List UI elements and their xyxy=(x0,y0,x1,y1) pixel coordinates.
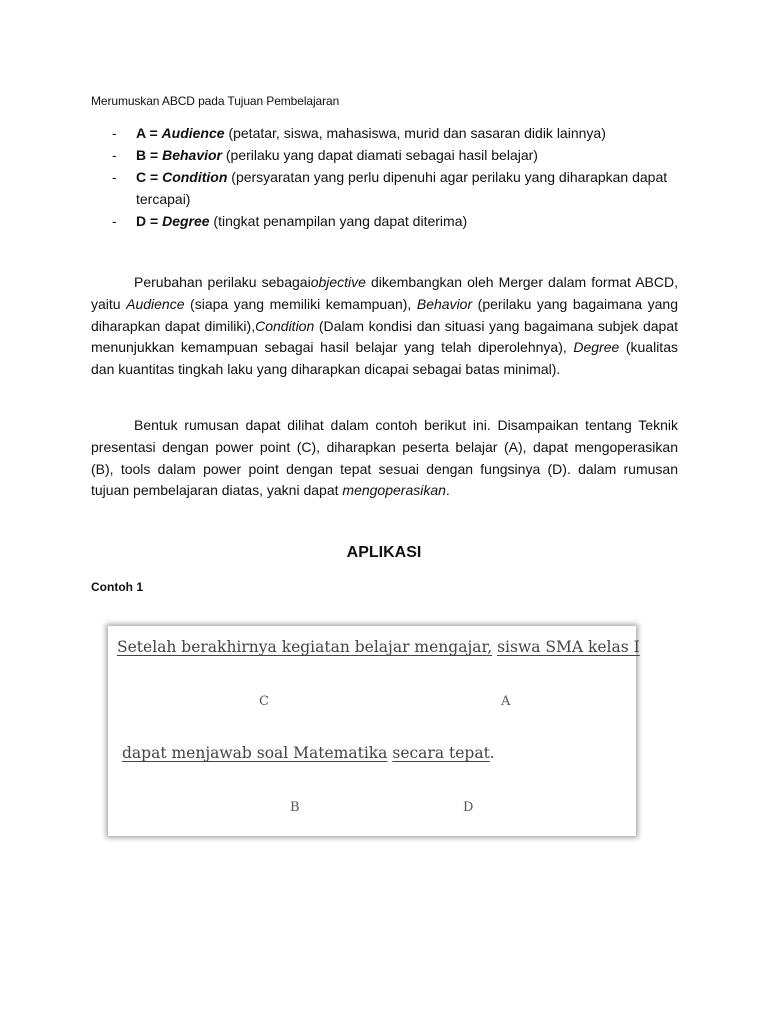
abcd-list xyxy=(112,122,672,232)
text-run: (kualitas dan kuantitas tingkah laku yang diharapkan dicapai sebagai batas minimal). xyxy=(91,339,678,378)
text-run: (perilaku yang bagaimana yang diharapkan dapat dimiliki), xyxy=(91,295,678,334)
italic-run: Degree xyxy=(573,339,620,356)
behavior-phrase: dapat menjawab soal Matematika xyxy=(122,744,388,762)
text-run: Perubahan perilaku sebagai xyxy=(134,274,311,290)
list-item xyxy=(112,122,672,144)
item-key: D = xyxy=(136,213,163,229)
item-desc: (perilaku yang dapat diamati sebagai hasil belajar) xyxy=(222,147,538,163)
page-heading: Merumuskan ABCD pada Tujuan Pembelajaran xyxy=(91,94,340,108)
item-term: Behavior xyxy=(162,147,222,163)
item-term: Audience xyxy=(161,125,225,141)
item-key: B = xyxy=(136,147,163,163)
item-term: Condition xyxy=(162,169,228,185)
paragraph-example-explanation xyxy=(91,415,678,502)
example-line-1 xyxy=(117,638,640,656)
italic-run: Condition xyxy=(255,317,315,334)
section-title: APLIKASI xyxy=(346,544,422,561)
example-line-2 xyxy=(122,744,495,762)
text-run: (siapa yang memiliki kemampuan), xyxy=(184,295,417,312)
example-label: Contoh 1 xyxy=(91,580,143,594)
list-item xyxy=(112,210,672,232)
tag-behavior: B xyxy=(290,800,300,815)
text-run: (Dalam kondisi dan situasi yang bagaimana subjek dapat menunjukkan kemampuan sebagai hasil belajar yang telah diperolehnya), xyxy=(91,317,679,356)
item-desc: (tingkat penampilan yang dapat diterima) xyxy=(209,213,468,229)
degree-phrase: secara tepat xyxy=(392,744,490,762)
tag-audience: A xyxy=(501,694,511,709)
bullet-dash: - xyxy=(112,213,117,229)
item-desc: (petatar, siswa, mahasiswa, murid dan sasaran didik lainnya) xyxy=(224,125,606,141)
condition-phrase: Setelah berakhirnya kegiatan belajar mengajar, xyxy=(117,638,493,656)
bullet-dash: - xyxy=(112,147,117,163)
italic-run: Audience xyxy=(126,295,185,312)
audience-phrase: siswa SMA kelas I xyxy=(497,638,640,656)
paragraph-abcd-explanation xyxy=(91,272,678,381)
italic-run: objective xyxy=(310,274,366,290)
item-desc: (persyaratan yang perlu dipenuhi agar perilaku yang diharapkan dapat tercapai) xyxy=(136,169,668,207)
bullet-dash: - xyxy=(112,169,117,185)
list-item xyxy=(112,144,672,166)
item-term: Degree xyxy=(162,213,210,229)
example-image xyxy=(108,626,640,836)
tag-condition: C xyxy=(259,694,269,709)
item-key: A = xyxy=(136,125,162,141)
text-run: dikembangkan oleh Merger dalam format ABCD, yaitu xyxy=(91,274,678,312)
text-run: . xyxy=(445,482,450,499)
bullet-dash: - xyxy=(112,125,117,141)
item-key: C = xyxy=(136,169,163,185)
period: . xyxy=(489,744,495,762)
italic-run: mengoperasikan xyxy=(342,482,446,499)
text-run: Bentuk rumusan dapat dilihat dalam contoh berikut ini. Disampaikan tentang Teknik presentasi dengan power point (C), diharapkan peserta belajar (A), dapat mengoperasikan (B), tools dalam power point dengan tepat sesuai dengan fungsinya (D). dalam rumusan tujuan pembelajaran diatas, yakni dapat xyxy=(91,417,678,499)
italic-run: Behavior xyxy=(416,295,473,312)
tag-degree: D xyxy=(463,800,474,815)
list-item xyxy=(112,166,672,210)
